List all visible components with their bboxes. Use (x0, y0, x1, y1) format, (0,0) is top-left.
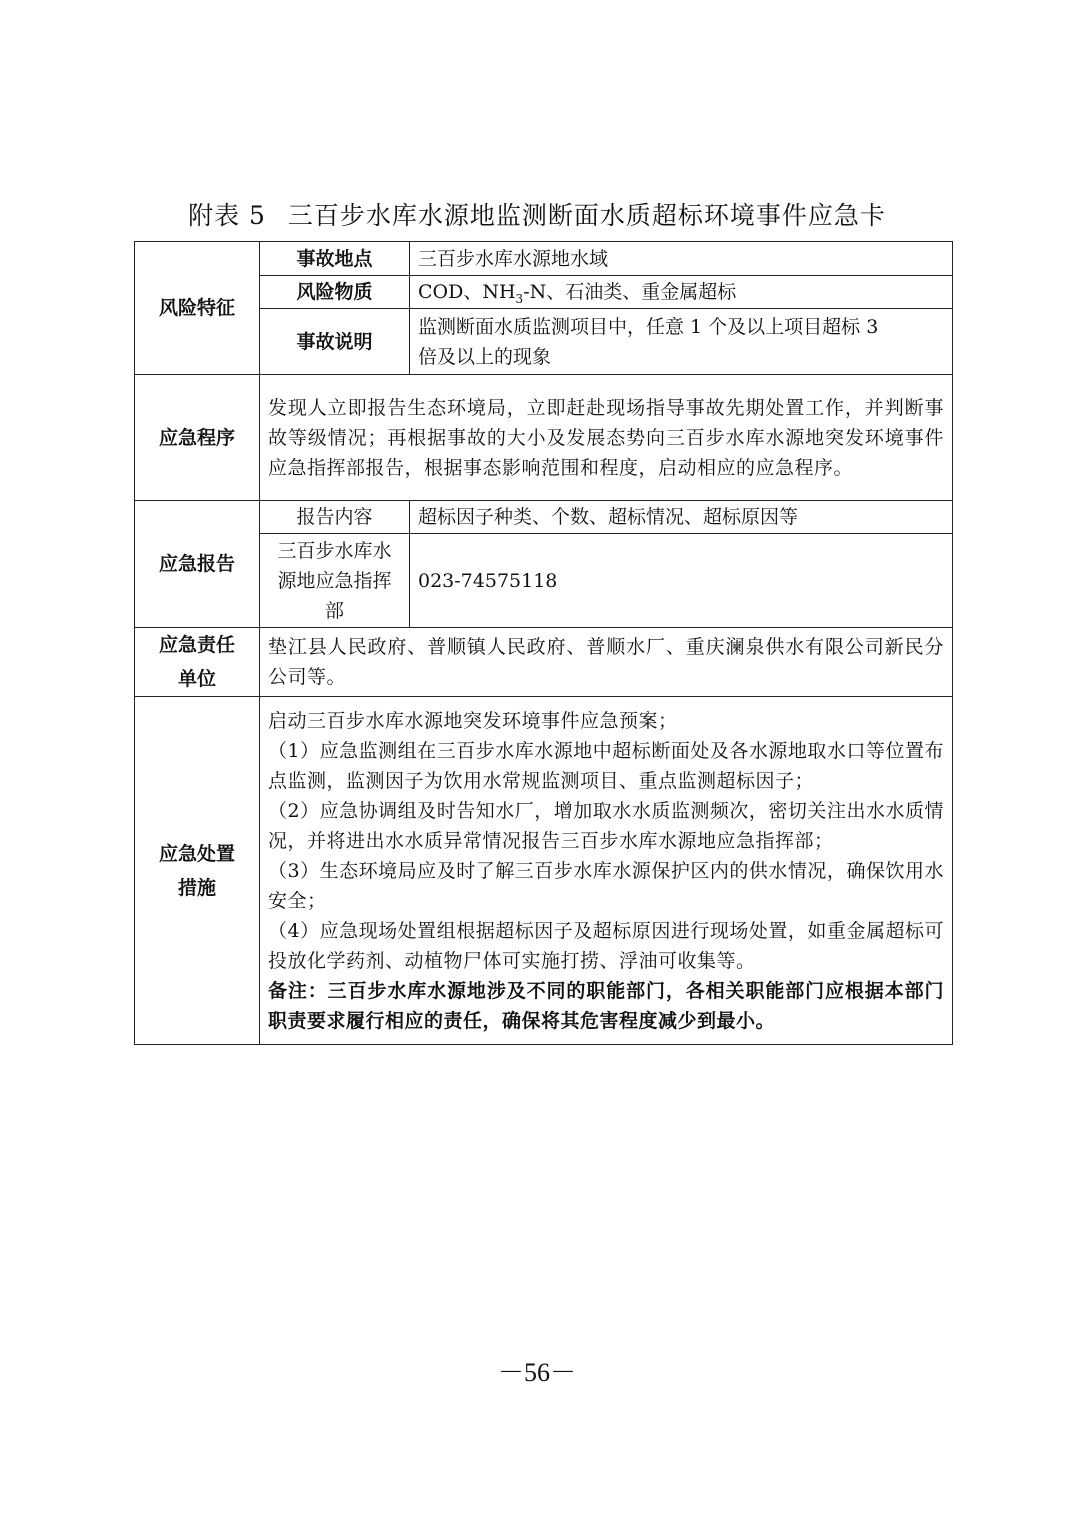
measures-heading-line: 措施 (177, 876, 216, 899)
measures-item: （3）生态环境局应及时了解三百步水库水源保护区内的供水情况，确保饮用水安全； (268, 859, 944, 912)
table-row (135, 501, 953, 534)
emergency-card-table (134, 241, 953, 1045)
command-center-phone: 023-74575118 (410, 534, 953, 628)
table-row (135, 375, 953, 501)
accident-description-label: 事故说明 (260, 309, 410, 375)
accident-location-value: 三百步水库水源地水域 (410, 242, 953, 276)
accident-description-line: 监测断面水质监测项目中，任意 1 个及以上项目超标 3 (418, 315, 879, 338)
table-row (135, 628, 953, 697)
measures-item: （1）应急监测组在三百步水库水源地中超标断面处及各水源地取水口等位置布点监测，监测因子为饮用水常规监测项目、重点监测超标因子； (268, 739, 944, 792)
responsible-heading-line: 单位 (177, 668, 216, 690)
report-content-label: 报告内容 (260, 501, 410, 534)
title-text: 三百步水库水源地监测断面水质超标环境事件应急卡 (287, 201, 886, 230)
document-title (0, 196, 1074, 232)
report-content-value: 超标因子种类、个数、超标情况、超标原因等 (410, 501, 953, 534)
measures-heading-line: 应急处置 (158, 842, 235, 865)
command-center-label-line: 三百步水库水 (277, 539, 392, 562)
accident-location-label: 事故地点 (260, 242, 410, 276)
table-row (135, 697, 953, 1045)
measures-content (260, 697, 953, 1045)
command-center-label (260, 534, 410, 628)
risk-substance-label: 风险物质 (260, 276, 410, 309)
table-row (135, 242, 953, 276)
procedure-heading: 应急程序 (135, 375, 260, 501)
procedure-text: 发现人立即报告生态环境局，立即赶赴现场指导事故先期处置工作，并判断事故等级情况；再根据事故的大小及发展态势向三百步水库水源地突发环境事件应急指挥部报告，根据事态影响范围和程度，启动相应的应急程序。 (260, 375, 953, 501)
command-center-label-line: 部 (324, 599, 344, 622)
measures-intro: 启动三百步水库水源地突发环境事件应急预案； (268, 709, 678, 732)
title-label: 附表 5 (188, 201, 266, 230)
page-number: －56－ (497, 1358, 576, 1387)
measures-note: 备注：三百步水库水源地涉及不同的职能部门，各相关职能部门应根据本部门职责要求履行相应的责任，确保将其危害程度减少到最小。 (268, 979, 944, 1032)
measures-item: （2）应急协调组及时告知水厂，增加取水水质监测频次，密切关注出水水质情况，并将进出水水质异常情况报告三百步水库水源地应急指挥部； (268, 799, 944, 852)
accident-description-value (410, 309, 953, 375)
risk-substance-value (410, 276, 953, 309)
risk-substance-prefix: COD、NH (418, 281, 516, 303)
responsible-text: 垫江县人民政府、普顺镇人民政府、普顺水厂、重庆澜泉供水有限公司新民分公司等。 (260, 628, 953, 697)
risk-substance-suffix: -N、石油类、重金属超标 (523, 281, 737, 303)
responsible-heading-line: 应急责任 (158, 634, 235, 656)
measures-item: （4）应急现场处置组根据超标因子及超标原因进行现场处置，如重金属超标可投放化学药剂、动植物尸体可实施打捞、浮油可收集等。 (268, 919, 944, 972)
command-center-label-line: 源地应急指挥 (277, 569, 392, 592)
report-heading: 应急报告 (135, 501, 260, 628)
risk-substance-subscript: 3 (515, 291, 524, 306)
measures-heading (135, 697, 260, 1045)
responsible-heading (135, 628, 260, 697)
accident-description-line: 倍及以上的现象 (418, 345, 552, 368)
risk-heading: 风险特征 (135, 242, 260, 375)
